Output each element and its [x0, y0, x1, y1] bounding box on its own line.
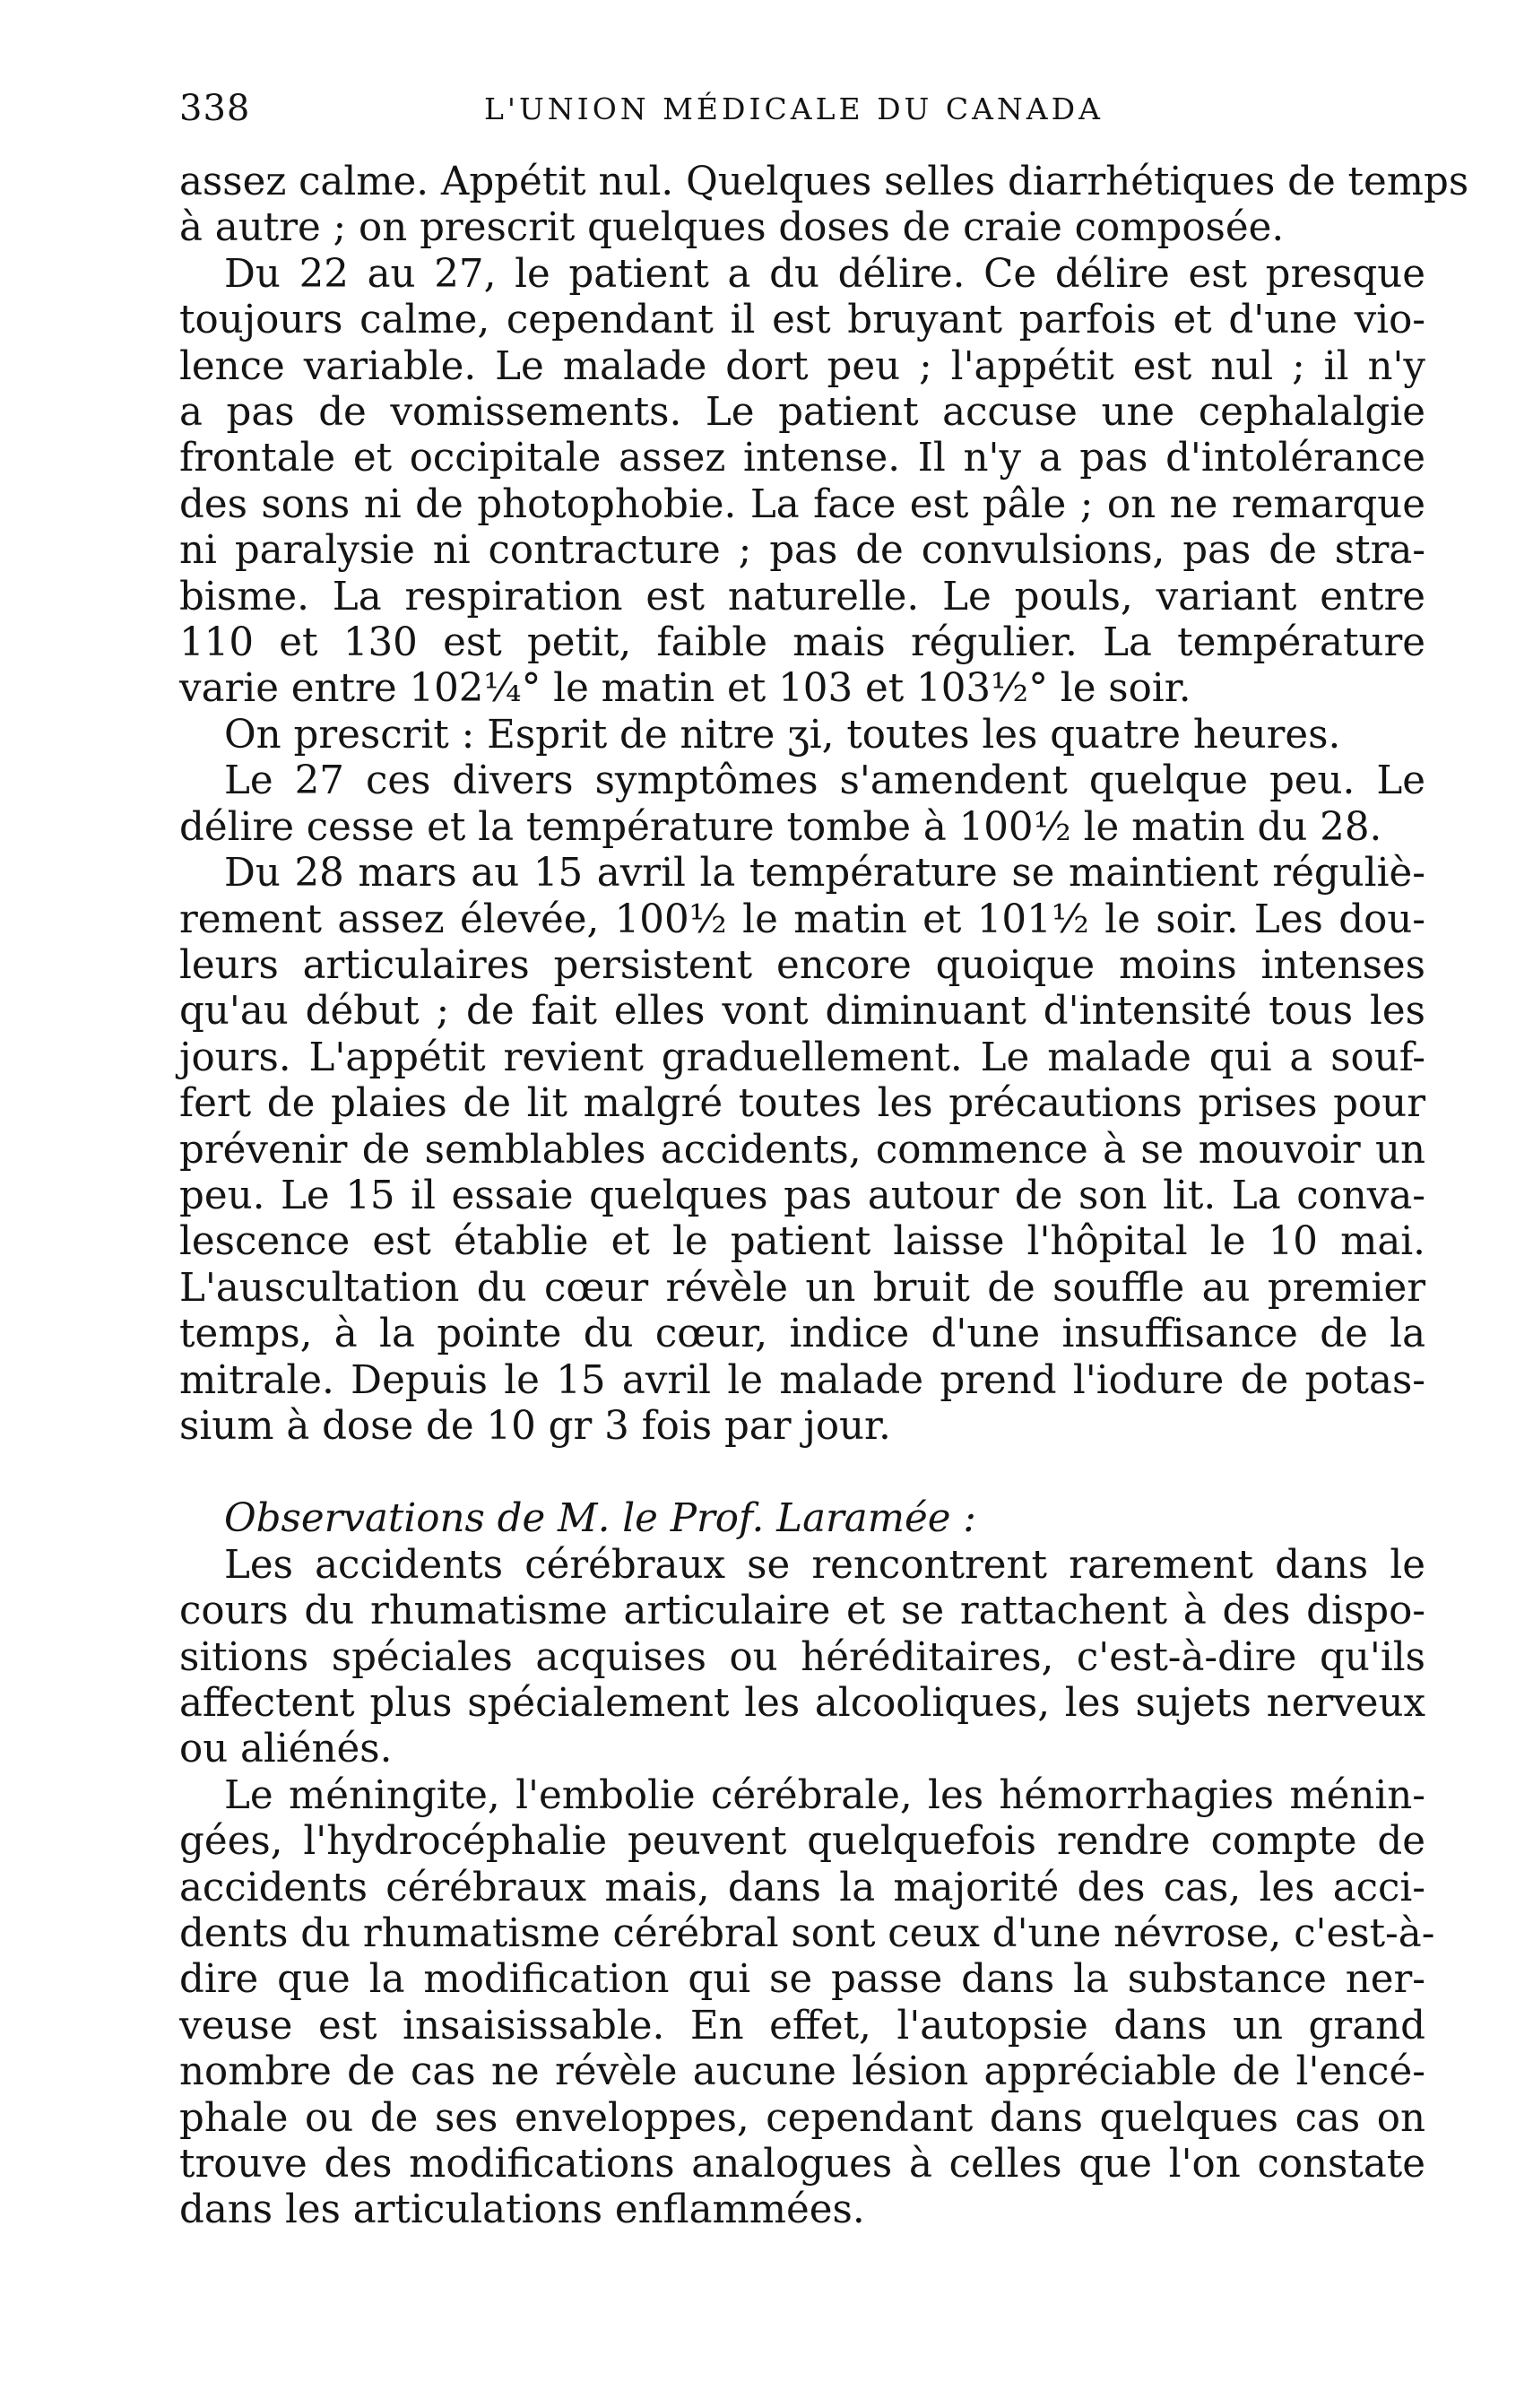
text-line: trouve des modifications analogues à celles que l'on constate: [179, 2142, 1425, 2187]
text-line: Les accidents cérébraux se rencontrent rarement dans le: [224, 1542, 1425, 1588]
paragraph: [179, 252, 1425, 713]
paragraph: [179, 160, 1469, 252]
text-line: dire que la modification qui se passe dans la substance ner-: [179, 1957, 1425, 2003]
text-line: assez calme. Appétit nul. Quelques selles diarrhétiques de temps: [179, 160, 1469, 204]
text-line: ni paralysie ni contracture ; pas de convulsions, pas de stra-: [179, 528, 1425, 574]
text-line: sitions spéciales acquises ou héréditaires, c'est-à-dire qu'ils: [179, 1634, 1425, 1680]
text-line: jours. L'appétit revient graduellement. Le malade qui a souf-: [179, 1035, 1425, 1080]
text-line: Le 27 ces divers symptômes s'amendent quelque peu. Le: [224, 758, 1425, 804]
text-line: leurs articulaires persistent encore quoique moins intenses: [179, 942, 1425, 988]
text-line: accidents cérébraux mais, dans la majorité des cas, les acci-: [179, 1865, 1425, 1910]
text-line: temps, à la pointe du cœur, indice d'une insuffisance de la: [179, 1312, 1425, 1357]
text-line: cours du rhumatisme articulaire et se rattachent à des dispo-: [179, 1589, 1425, 1634]
text-line: a pas de vomissements. Le patient accuse une cephalalgie: [179, 390, 1425, 436]
running-head: L'UNION MÉDICALE DU CANADA: [484, 91, 1104, 126]
text-line: 110 et 130 est petit, faible mais régulier. La température: [179, 620, 1425, 666]
paragraph: [179, 758, 1425, 851]
text-line: frontale et occipitale assez intense. Il n'y a pas d'intolérance: [179, 436, 1425, 481]
text-line: lence variable. Le malade dort peu ; l'appétit est nul ; il n'y: [179, 343, 1425, 389]
text-line: toujours calme, cependant il est bruyant parfois et d'une vio-: [179, 298, 1425, 343]
text-line: bisme. La respiration est naturelle. Le pouls, variant entre: [179, 574, 1425, 619]
text-line: sium à dose de 10 gr 3 fois par jour.: [179, 1403, 891, 1449]
text-line: lescence est établie et le patient laisse l'hôpital le 10 mai.: [179, 1219, 1425, 1265]
text-line: L'auscultation du cœur révèle un bruit de souffle au premier: [179, 1265, 1425, 1311]
text-line: dents du rhumatisme cérébral sont ceux d'une névrose, c'est-à-: [179, 1911, 1435, 1957]
text-line: affectent plus spécialement les alcooliques, les sujets nerveux: [179, 1681, 1425, 1726]
text-line: qu'au début ; de fait elles vont diminuant d'intensité tous les: [179, 989, 1425, 1035]
text-line: gées, l'hydrocéphalie peuvent quelquefois rendre compte de: [179, 1819, 1425, 1865]
text-line: Du 22 au 27, le patient a du délire. Ce délire est presque: [224, 251, 1425, 297]
text-line: à autre ; on prescrit quelques doses de craie composée.: [179, 205, 1285, 251]
paragraph: [179, 713, 1425, 758]
case-report-block: [179, 160, 1469, 1450]
text-line: fert de plaies de lit malgré toutes les précautions prises pour: [179, 1081, 1425, 1127]
text-line: des sons ni de photophobie. La face est pâle ; on ne remarque: [179, 481, 1425, 527]
text-line: délire cesse et la température tombe à 100½ le matin du 28.: [179, 804, 1382, 850]
paragraph: [179, 1772, 1435, 2234]
text-line: peu. Le 15 il essaie quelques pas autour de son lit. La conva-: [179, 1173, 1425, 1218]
text-line: veuse est insaisissable. En effet, l'autopsie dans un grand: [179, 2003, 1425, 2049]
body-text: [179, 160, 1469, 2234]
text-line: Du 28 mars au 15 avril la température se maintient réguliè-: [224, 851, 1425, 897]
text-line: nombre de cas ne révèle aucune lésion appréciable de l'encé-: [179, 2049, 1425, 2095]
text-line: On prescrit : Esprit de nitre ʒi, toutes les quatre heures.: [224, 712, 1341, 758]
paragraph: [179, 1543, 1425, 1773]
page-number: 338: [179, 88, 251, 129]
text-line: varie entre 102¼° le matin et 103 et 103½° le soir.: [179, 666, 1191, 712]
section-heading: Observations de M. le Prof. Laramée :: [224, 1496, 976, 1542]
text-line: Le méningite, l'embolie cérébrale, les hémorrhagies ménin-: [224, 1772, 1425, 1818]
text-line: ou aliénés.: [179, 1727, 393, 1772]
text-line: rement assez élevée, 100½ le matin et 101½ le soir. Les dou-: [179, 897, 1425, 942]
text-line: prévenir de semblables accidents, commence à se mouvoir un: [179, 1127, 1425, 1173]
page-header: [179, 88, 1345, 142]
text-line: mitrale. Depuis le 15 avril le malade prend l'iodure de potas-: [179, 1357, 1425, 1403]
observations-block: [179, 1542, 1435, 2234]
paragraph: [179, 851, 1425, 1450]
text-line: dans les articulations enflammées.: [179, 2187, 865, 2233]
text-line: phale ou de ses enveloppes, cependant dans quelques cas on: [179, 2095, 1425, 2141]
